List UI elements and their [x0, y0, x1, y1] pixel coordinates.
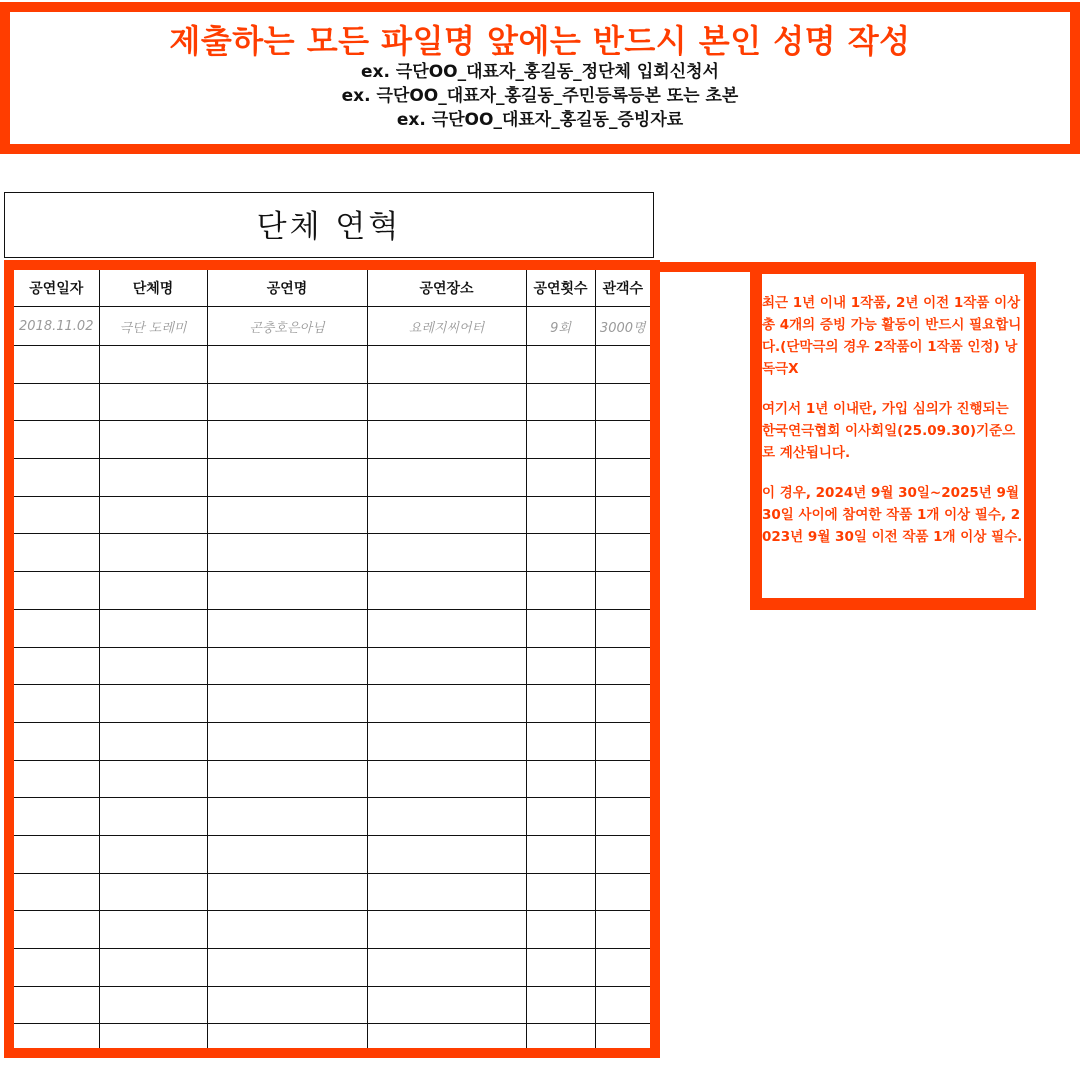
table-cell[interactable] [595, 722, 650, 760]
table-row [14, 346, 650, 384]
table-cell[interactable] [367, 798, 526, 836]
table-cell[interactable] [526, 873, 595, 911]
table-cell[interactable] [99, 798, 207, 836]
column-header-date: 공연일자 [14, 270, 99, 307]
table-cell[interactable] [526, 496, 595, 534]
table-cell[interactable] [99, 383, 207, 421]
table-cell[interactable] [367, 760, 526, 798]
notice-headline: 제출하는 모든 파일명 앞에는 반드시 본인 성명 작성 [169, 22, 911, 60]
table-cell[interactable] [367, 534, 526, 572]
column-header-group: 단체명 [99, 270, 207, 307]
table-cell[interactable] [14, 459, 99, 497]
table-cell[interactable] [14, 572, 99, 610]
table-row [14, 722, 650, 760]
table-cell[interactable] [99, 1024, 207, 1058]
table-cell[interactable] [526, 609, 595, 647]
table-row [14, 421, 650, 459]
callout-paragraph: 최근 1년 이내 1작품, 2년 이전 1작품 이상 총 4개의 증빙 가능 활동이 반드시 필요합니다.(단막극의 경우 2작품이 1작품 인정) 낭독극X [762, 295, 1022, 377]
table-header-row [14, 270, 650, 307]
table-cell[interactable] [207, 949, 367, 987]
notice-example: ex. 극단OO_대표자_홍길동_정단체 입회신청서 [361, 62, 719, 82]
table-cell[interactable] [595, 760, 650, 798]
table-cell[interactable] [595, 798, 650, 836]
callout-paragraph: 여기서 1년 이내란, 가입 심의가 진행되는 한국연극협회 이사회일(25.09.30)기준으로 계산됩니다. [762, 401, 1016, 461]
table-cell[interactable] [526, 346, 595, 384]
table-cell[interactable] [99, 346, 207, 384]
table-cell[interactable] [526, 1024, 595, 1058]
table-row [14, 986, 650, 1024]
table-cell[interactable] [595, 572, 650, 610]
history-table [14, 270, 650, 1058]
table-cell[interactable] [526, 459, 595, 497]
table-cell[interactable] [367, 722, 526, 760]
table-cell[interactable] [367, 911, 526, 949]
sheet-title-box [4, 192, 654, 258]
table-cell[interactable] [526, 647, 595, 685]
table-cell[interactable] [14, 986, 99, 1024]
table-row [14, 911, 650, 949]
table-row [14, 835, 650, 873]
table-cell[interactable] [595, 421, 650, 459]
table-row [14, 760, 650, 798]
table-cell[interactable] [367, 421, 526, 459]
table-cell[interactable] [595, 459, 650, 497]
table-row [14, 534, 650, 572]
table-cell[interactable] [99, 760, 207, 798]
table-cell[interactable] [207, 572, 367, 610]
table-cell[interactable] [207, 496, 367, 534]
table-cell[interactable] [367, 1024, 526, 1058]
table-cell[interactable] [595, 647, 650, 685]
table-cell[interactable] [14, 534, 99, 572]
table-cell[interactable] [99, 647, 207, 685]
table-cell[interactable] [14, 760, 99, 798]
sheet-title: 단체 연혁 [256, 209, 402, 245]
table-cell[interactable] [367, 496, 526, 534]
table-cell[interactable] [14, 835, 99, 873]
column-header-audience: 관객수 [595, 270, 650, 307]
table-cell[interactable] [99, 835, 207, 873]
table-cell[interactable] [99, 949, 207, 987]
table-cell[interactable] [367, 346, 526, 384]
table-row [14, 1024, 650, 1058]
table-row [14, 873, 650, 911]
table-cell[interactable] [207, 346, 367, 384]
example-date: 2018.11.02 [14, 307, 99, 346]
table-cell[interactable] [14, 609, 99, 647]
table-cell[interactable] [207, 760, 367, 798]
table-row [14, 647, 650, 685]
table-cell[interactable] [367, 685, 526, 723]
table-cell[interactable] [207, 459, 367, 497]
table-cell[interactable] [14, 346, 99, 384]
table-cell[interactable] [526, 835, 595, 873]
table-cell[interactable] [99, 534, 207, 572]
table-cell[interactable] [526, 798, 595, 836]
table-cell[interactable] [367, 835, 526, 873]
table-cell[interactable] [526, 534, 595, 572]
example-venue: 요레지씨어터 [367, 307, 526, 346]
example-title: 곤충호은아님 [207, 307, 367, 346]
table-cell[interactable] [207, 911, 367, 949]
example-audience: 3000명 [595, 307, 650, 346]
table-cell[interactable] [207, 685, 367, 723]
table-cell[interactable] [207, 609, 367, 647]
table-cell[interactable] [207, 798, 367, 836]
table-cell[interactable] [595, 949, 650, 987]
table-cell[interactable] [14, 1024, 99, 1058]
table-cell[interactable] [595, 1024, 650, 1058]
table-cell[interactable] [14, 798, 99, 836]
table-cell[interactable] [14, 949, 99, 987]
table-cell[interactable] [14, 685, 99, 723]
table-cell[interactable] [99, 911, 207, 949]
table-cell[interactable] [367, 873, 526, 911]
table-row [14, 459, 650, 497]
table-cell[interactable] [99, 609, 207, 647]
table-cell[interactable] [207, 421, 367, 459]
table-cell[interactable] [595, 873, 650, 911]
table-cell[interactable] [595, 835, 650, 873]
table-cell[interactable] [367, 949, 526, 987]
table-cell[interactable] [595, 911, 650, 949]
table-cell[interactable] [207, 534, 367, 572]
example-group: 극단 도레미 [99, 307, 207, 346]
file-naming-notice [0, 2, 1080, 154]
table-cell[interactable] [207, 873, 367, 911]
column-header-title: 공연명 [207, 270, 367, 307]
table-cell[interactable] [99, 421, 207, 459]
table-cell[interactable] [207, 835, 367, 873]
table-cell[interactable] [207, 647, 367, 685]
table-cell[interactable] [14, 911, 99, 949]
column-header-venue: 공연장소 [367, 270, 526, 307]
table-cell[interactable] [526, 760, 595, 798]
table-cell[interactable] [99, 459, 207, 497]
callout-connector [652, 262, 756, 272]
table-cell[interactable] [367, 572, 526, 610]
table-cell[interactable] [367, 609, 526, 647]
table-cell[interactable] [595, 986, 650, 1024]
table-cell[interactable] [595, 383, 650, 421]
table-cell[interactable] [14, 722, 99, 760]
table-cell[interactable] [526, 685, 595, 723]
table-cell[interactable] [207, 722, 367, 760]
table-row [14, 685, 650, 723]
table-cell[interactable] [14, 383, 99, 421]
notice-example: ex. 극단OO_대표자_홍길동_증빙자료 [396, 110, 684, 130]
history-table-frame [4, 260, 660, 1058]
table-cell[interactable] [526, 986, 595, 1024]
table-cell[interactable] [207, 1024, 367, 1058]
callout-paragraph: 이 경우, 2024년 9월 30일~2025년 9월 30일 사이에 참여한 작품 1개 이상 필수, 2023년 9월 30일 이전 작품 1개 이상 필수. [762, 485, 1023, 545]
table-cell[interactable] [595, 496, 650, 534]
notice-example: ex. 극단OO_대표자_홍길동_주민등록등본 또는 초본 [341, 86, 739, 106]
table-cell[interactable] [14, 873, 99, 911]
table-row [14, 609, 650, 647]
table-cell[interactable] [595, 346, 650, 384]
table-cell[interactable] [367, 383, 526, 421]
table-cell[interactable] [99, 572, 207, 610]
column-header-count: 공연횟수 [526, 270, 595, 307]
table-cell[interactable] [526, 722, 595, 760]
table-cell[interactable] [595, 534, 650, 572]
table-cell[interactable] [14, 421, 99, 459]
table-cell[interactable] [99, 873, 207, 911]
table-cell[interactable] [526, 383, 595, 421]
table-cell[interactable] [99, 685, 207, 723]
table-cell[interactable] [526, 949, 595, 987]
table-cell[interactable] [207, 383, 367, 421]
table-cell[interactable] [99, 722, 207, 760]
table-cell[interactable] [99, 496, 207, 534]
table-row [14, 798, 650, 836]
table-cell[interactable] [207, 986, 367, 1024]
example-row [14, 307, 650, 346]
table-cell[interactable] [367, 459, 526, 497]
table-cell[interactable] [367, 986, 526, 1024]
requirement-callout [750, 262, 1036, 610]
table-cell[interactable] [367, 647, 526, 685]
table-row [14, 383, 650, 421]
table-cell[interactable] [595, 609, 650, 647]
table-cell[interactable] [526, 911, 595, 949]
table-row [14, 949, 650, 987]
table-cell[interactable] [14, 647, 99, 685]
table-cell[interactable] [14, 496, 99, 534]
table-cell[interactable] [526, 572, 595, 610]
table-row [14, 572, 650, 610]
table-cell[interactable] [595, 685, 650, 723]
table-cell[interactable] [99, 986, 207, 1024]
table-row [14, 496, 650, 534]
example-count: 9회 [526, 307, 595, 346]
table-cell[interactable] [526, 421, 595, 459]
